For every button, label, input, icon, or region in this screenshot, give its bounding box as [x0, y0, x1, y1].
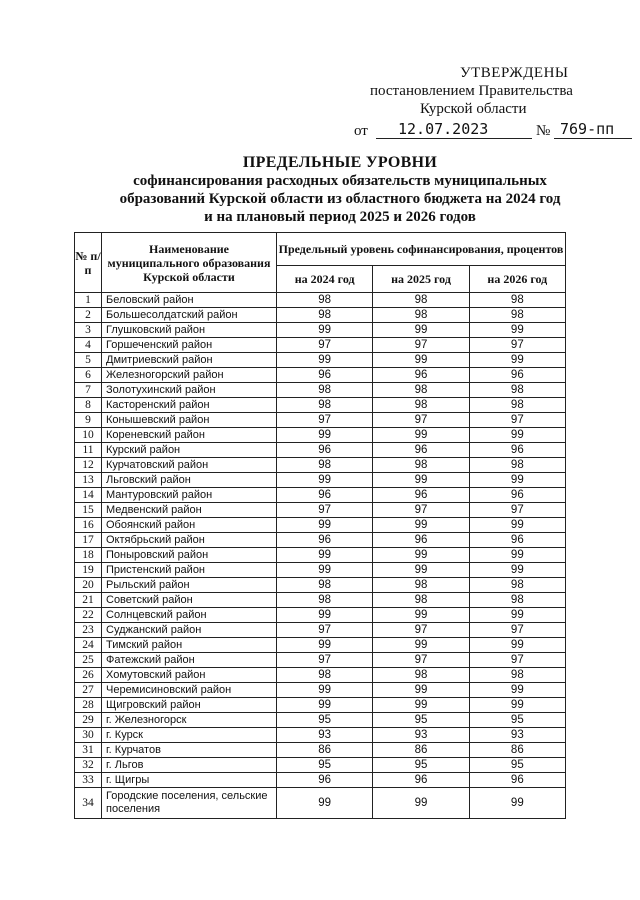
title-line-3: образований Курской области из областного бюджета на 2024 год [119, 191, 561, 207]
level-2024: 98 [277, 668, 373, 683]
level-2025: 96 [373, 488, 469, 503]
municipality-name: г. Льгов [102, 758, 277, 773]
level-2025: 86 [373, 743, 469, 758]
municipality-name: Дмитриевский район [102, 353, 277, 368]
table-row [75, 308, 566, 323]
document-title [60, 154, 620, 226]
level-2024: 99 [277, 698, 373, 713]
row-number: 30 [75, 728, 102, 743]
level-2024: 86 [277, 743, 373, 758]
level-2024: 96 [277, 488, 373, 503]
table-row [75, 548, 566, 563]
table-body [75, 293, 566, 819]
level-2024: 99 [277, 323, 373, 338]
level-2024: 97 [277, 503, 373, 518]
level-2026: 98 [469, 308, 565, 323]
level-2024: 99 [277, 683, 373, 698]
approval-number: 769-пп [560, 120, 615, 138]
level-2025: 99 [373, 548, 469, 563]
approval-block [340, 64, 640, 140]
municipality-name: Курский район [102, 443, 277, 458]
level-2026: 96 [469, 533, 565, 548]
municipality-name: Поныровский район [102, 548, 277, 563]
row-number: 20 [75, 578, 102, 593]
level-2024: 99 [277, 518, 373, 533]
level-2024: 99 [277, 548, 373, 563]
table-row [75, 428, 566, 443]
municipality-name: г. Железногорск [102, 713, 277, 728]
level-2025: 99 [373, 788, 469, 819]
municipality-name: Суджанский район [102, 623, 277, 638]
table-row [75, 698, 566, 713]
table-row [75, 473, 566, 488]
level-2025: 98 [373, 458, 469, 473]
level-2026: 98 [469, 578, 565, 593]
row-number: 29 [75, 713, 102, 728]
header-2024: на 2024 год [277, 266, 373, 293]
level-2026: 99 [469, 638, 565, 653]
table-row [75, 518, 566, 533]
level-2025: 97 [373, 653, 469, 668]
table-row [75, 638, 566, 653]
level-2025: 96 [373, 368, 469, 383]
number-prefix: № [536, 123, 551, 139]
level-2026: 97 [469, 413, 565, 428]
level-2024: 97 [277, 413, 373, 428]
level-2025: 98 [373, 593, 469, 608]
level-2024: 99 [277, 788, 373, 819]
level-2025: 96 [373, 773, 469, 788]
row-number: 12 [75, 458, 102, 473]
municipality-name: Хомутовский район [102, 668, 277, 683]
level-2025: 98 [373, 398, 469, 413]
level-2025: 97 [373, 338, 469, 353]
level-2025: 99 [373, 473, 469, 488]
level-2024: 96 [277, 368, 373, 383]
title-line-2: софинансирования расходных обязательств муниципальных [133, 173, 547, 189]
municipality-name: Медвенский район [102, 503, 277, 518]
level-2024: 96 [277, 773, 373, 788]
approval-line-resolution: постановлением Правительства [370, 83, 573, 99]
municipality-name: Щигровский район [102, 698, 277, 713]
municipality-name: Обоянский район [102, 518, 277, 533]
table-row [75, 383, 566, 398]
row-number: 14 [75, 488, 102, 503]
table-row [75, 323, 566, 338]
table-row [75, 398, 566, 413]
level-2026: 98 [469, 383, 565, 398]
row-number: 25 [75, 653, 102, 668]
level-2025: 97 [373, 623, 469, 638]
level-2024: 98 [277, 398, 373, 413]
header-num: № п/п [75, 233, 102, 293]
level-2026: 93 [469, 728, 565, 743]
level-2024: 97 [277, 338, 373, 353]
row-number: 18 [75, 548, 102, 563]
level-2026: 99 [469, 698, 565, 713]
level-2026: 99 [469, 353, 565, 368]
row-number: 17 [75, 533, 102, 548]
date-prefix: от [354, 123, 368, 139]
municipality-name: Рыльский район [102, 578, 277, 593]
table-row [75, 728, 566, 743]
row-number: 33 [75, 773, 102, 788]
level-2024: 99 [277, 428, 373, 443]
level-2025: 98 [373, 668, 469, 683]
level-2024: 99 [277, 608, 373, 623]
level-2025: 93 [373, 728, 469, 743]
title-line-4: и на плановый период 2025 и 2026 годов [204, 209, 476, 225]
number-underline [554, 138, 632, 139]
table-row [75, 563, 566, 578]
table-row [75, 368, 566, 383]
table-row [75, 413, 566, 428]
municipality-name: Большесолдатский район [102, 308, 277, 323]
row-number: 34 [75, 788, 102, 819]
title-line-1: ПРЕДЕЛЬНЫЕ УРОВНИ [242, 154, 438, 171]
level-2026: 99 [469, 608, 565, 623]
level-2024: 96 [277, 443, 373, 458]
level-2026: 99 [469, 563, 565, 578]
table-row [75, 443, 566, 458]
table-row [75, 593, 566, 608]
municipality-name: Черемисиновский район [102, 683, 277, 698]
table-row [75, 338, 566, 353]
row-number: 5 [75, 353, 102, 368]
level-2025: 98 [373, 383, 469, 398]
level-2024: 95 [277, 758, 373, 773]
header-name: Наименование муниципального образования Курской области [102, 233, 277, 293]
municipality-name: г. Курчатов [102, 743, 277, 758]
level-2026: 96 [469, 488, 565, 503]
municipality-name: Железногорский район [102, 368, 277, 383]
level-2024: 98 [277, 383, 373, 398]
municipality-name: Тимский район [102, 638, 277, 653]
level-2024: 99 [277, 473, 373, 488]
table-row [75, 578, 566, 593]
level-2026: 97 [469, 623, 565, 638]
approval-line-region: Курской области [420, 101, 527, 117]
level-2026: 98 [469, 458, 565, 473]
level-2025: 98 [373, 308, 469, 323]
table-row [75, 773, 566, 788]
header-2026: на 2026 год [469, 266, 565, 293]
level-2026: 99 [469, 548, 565, 563]
level-2026: 98 [469, 668, 565, 683]
level-2026: 95 [469, 758, 565, 773]
level-2025: 99 [373, 638, 469, 653]
row-number: 3 [75, 323, 102, 338]
table-row [75, 503, 566, 518]
municipality-name: Горшеченский район [102, 338, 277, 353]
table-row [75, 743, 566, 758]
level-2024: 98 [277, 593, 373, 608]
row-number: 11 [75, 443, 102, 458]
approval-title: УТВЕРЖДЕНЫ [460, 65, 569, 81]
municipality-name: Кореневский район [102, 428, 277, 443]
row-number: 27 [75, 683, 102, 698]
row-number: 4 [75, 338, 102, 353]
level-2025: 99 [373, 428, 469, 443]
table-row [75, 608, 566, 623]
municipality-name: г. Курск [102, 728, 277, 743]
row-number: 28 [75, 698, 102, 713]
row-number: 24 [75, 638, 102, 653]
level-2026: 99 [469, 518, 565, 533]
level-2025: 99 [373, 563, 469, 578]
level-2024: 95 [277, 713, 373, 728]
level-2024: 93 [277, 728, 373, 743]
municipality-name: Фатежский район [102, 653, 277, 668]
level-2026: 99 [469, 683, 565, 698]
municipality-name: Октябрьский район [102, 533, 277, 548]
level-2025: 98 [373, 293, 469, 308]
table-row [75, 353, 566, 368]
row-number: 15 [75, 503, 102, 518]
approval-date-row [340, 120, 640, 140]
level-2024: 98 [277, 578, 373, 593]
level-2024: 98 [277, 458, 373, 473]
table-row [75, 293, 566, 308]
table-row [75, 533, 566, 548]
level-2026: 97 [469, 338, 565, 353]
municipality-name: Золотухинский район [102, 383, 277, 398]
municipality-name: Касторенский район [102, 398, 277, 413]
level-2025: 95 [373, 713, 469, 728]
level-2026: 99 [469, 473, 565, 488]
level-2026: 95 [469, 713, 565, 728]
level-2025: 98 [373, 578, 469, 593]
level-2026: 99 [469, 323, 565, 338]
table-row [75, 488, 566, 503]
row-number: 9 [75, 413, 102, 428]
level-2026: 97 [469, 653, 565, 668]
row-number: 23 [75, 623, 102, 638]
row-number: 10 [75, 428, 102, 443]
row-number: 16 [75, 518, 102, 533]
level-2026: 98 [469, 593, 565, 608]
municipality-name: г. Щигры [102, 773, 277, 788]
date-underline [376, 138, 532, 139]
cofinancing-table [74, 232, 566, 819]
municipality-name: Городские поселения, сельские поселения [102, 788, 277, 819]
level-2026: 99 [469, 428, 565, 443]
row-number: 6 [75, 368, 102, 383]
level-2025: 99 [373, 518, 469, 533]
row-number: 8 [75, 398, 102, 413]
row-number: 7 [75, 383, 102, 398]
level-2026: 96 [469, 443, 565, 458]
municipality-name: Советский район [102, 593, 277, 608]
level-2025: 99 [373, 608, 469, 623]
level-2024: 99 [277, 353, 373, 368]
table-row [75, 713, 566, 728]
municipality-name: Солнцевский район [102, 608, 277, 623]
level-2024: 99 [277, 638, 373, 653]
row-number: 2 [75, 308, 102, 323]
level-2026: 96 [469, 368, 565, 383]
row-number: 26 [75, 668, 102, 683]
level-2025: 96 [373, 533, 469, 548]
level-2024: 98 [277, 293, 373, 308]
level-2026: 99 [469, 788, 565, 819]
table-row [75, 788, 566, 819]
municipality-name: Пристенский район [102, 563, 277, 578]
level-2025: 96 [373, 443, 469, 458]
table-row [75, 758, 566, 773]
row-number: 19 [75, 563, 102, 578]
level-2025: 97 [373, 413, 469, 428]
header-2025: на 2025 год [373, 266, 469, 293]
level-2026: 86 [469, 743, 565, 758]
header-level: Предельный уровень софинансирования, процентов [277, 233, 566, 266]
municipality-name: Беловский район [102, 293, 277, 308]
row-number: 1 [75, 293, 102, 308]
table-row [75, 668, 566, 683]
level-2025: 99 [373, 353, 469, 368]
municipality-name: Мантуровский район [102, 488, 277, 503]
table-row [75, 653, 566, 668]
row-number: 13 [75, 473, 102, 488]
level-2025: 99 [373, 698, 469, 713]
level-2025: 99 [373, 323, 469, 338]
municipality-name: Глушковский район [102, 323, 277, 338]
municipality-name: Курчатовский район [102, 458, 277, 473]
row-number: 32 [75, 758, 102, 773]
level-2024: 97 [277, 653, 373, 668]
level-2026: 98 [469, 293, 565, 308]
level-2024: 97 [277, 623, 373, 638]
table-row [75, 683, 566, 698]
row-number: 21 [75, 593, 102, 608]
level-2025: 99 [373, 683, 469, 698]
level-2024: 98 [277, 308, 373, 323]
level-2025: 95 [373, 758, 469, 773]
level-2026: 97 [469, 503, 565, 518]
municipality-name: Конышевский район [102, 413, 277, 428]
row-number: 22 [75, 608, 102, 623]
level-2025: 97 [373, 503, 469, 518]
municipality-name: Льговский район [102, 473, 277, 488]
table-row [75, 458, 566, 473]
level-2024: 99 [277, 563, 373, 578]
level-2026: 98 [469, 398, 565, 413]
row-number: 31 [75, 743, 102, 758]
table-row [75, 623, 566, 638]
level-2024: 96 [277, 533, 373, 548]
approval-date: 12.07.2023 [398, 120, 489, 138]
level-2026: 96 [469, 773, 565, 788]
